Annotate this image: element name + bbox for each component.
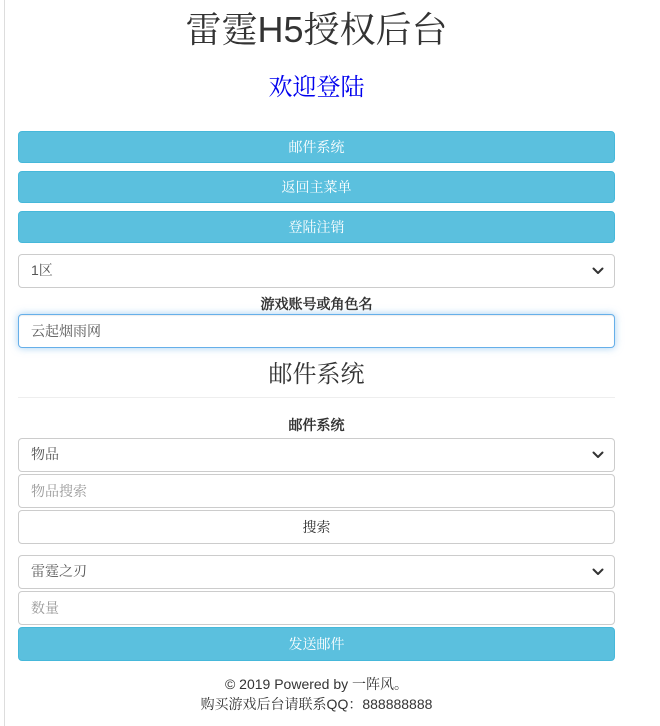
- item-category-select[interactable]: [18, 438, 615, 472]
- contact-qq-text: 购买游戏后台请联系QQ：888888888: [200, 695, 433, 712]
- window-left-border: [4, 0, 5, 726]
- welcome-login-link[interactable]: 欢迎登陆: [268, 73, 365, 101]
- item-search-input[interactable]: [18, 474, 615, 508]
- search-button[interactable]: 搜索: [18, 510, 615, 544]
- server-select[interactable]: [18, 254, 615, 288]
- server-select-wrap: [18, 254, 615, 288]
- mail-form-label: 邮件系统: [288, 416, 345, 433]
- main-container: [18, 0, 615, 713]
- account-input[interactable]: [18, 314, 615, 348]
- nav-button-group: [18, 131, 615, 243]
- mail-section-heading: 邮件系统: [18, 362, 615, 398]
- page-title: 雷霆H5授权后台: [185, 9, 448, 50]
- send-mail-button[interactable]: 发送邮件: [18, 627, 615, 661]
- back-to-main-menu-button[interactable]: 返回主菜单: [18, 171, 615, 203]
- item-select[interactable]: [18, 555, 615, 589]
- item-select-wrap: [18, 555, 615, 589]
- quantity-input[interactable]: [18, 591, 615, 625]
- account-label: 游戏账号或角色名: [260, 295, 373, 312]
- copyright-text: © 2019 Powered by 一阵风。: [224, 675, 409, 692]
- mail-system-nav-button[interactable]: 邮件系统: [18, 131, 615, 163]
- category-select-wrap: [18, 438, 615, 472]
- logout-button[interactable]: 登陆注销: [18, 211, 615, 243]
- page-footer: [18, 676, 615, 713]
